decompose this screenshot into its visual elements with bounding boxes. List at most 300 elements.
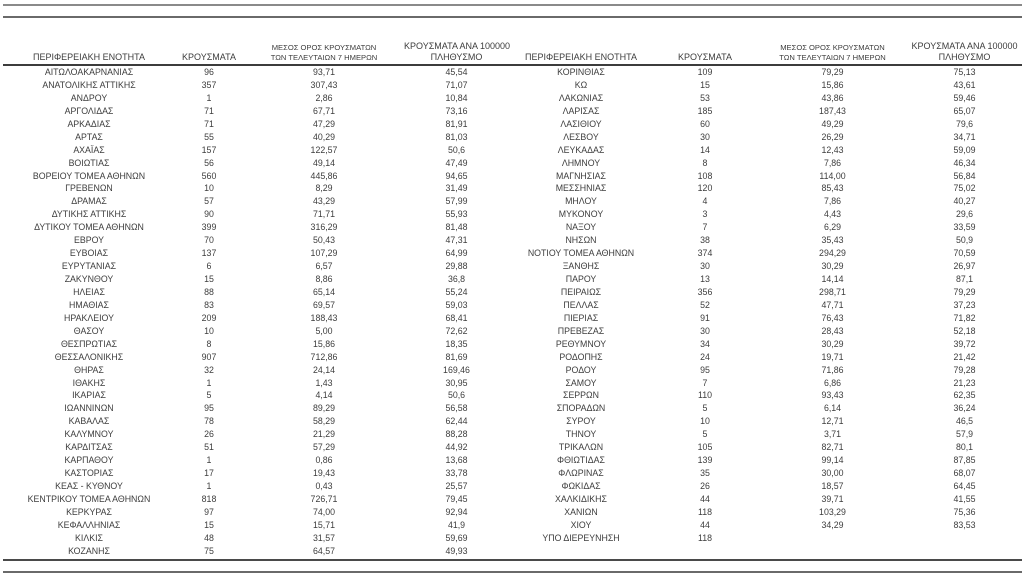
per-100k-cell: 41,55 bbox=[953, 493, 976, 504]
region-name-cell: ΔΥΤΙΚΟΥ ΤΟΜΕΑ ΑΘΗΝΩΝ bbox=[34, 222, 144, 233]
avg-7day-cell: 7,86 bbox=[823, 196, 842, 207]
cases-cell: 44 bbox=[700, 493, 710, 504]
table-row bbox=[4, 312, 512, 325]
region-name-cell: ΤΗΝΟΥ bbox=[565, 429, 597, 440]
cases-cell: 26 bbox=[700, 481, 710, 491]
table-row bbox=[512, 377, 1024, 390]
avg-7day-cell: 12,43 bbox=[821, 144, 844, 155]
cases-cell: 35 bbox=[700, 468, 710, 479]
per-100k-cell: 70,59 bbox=[953, 248, 976, 259]
table-row bbox=[512, 428, 1024, 441]
cases-cell: 118 bbox=[697, 532, 713, 543]
per-100k-cell: 73,16 bbox=[445, 105, 468, 116]
table-row bbox=[4, 299, 512, 312]
region-name-cell: ΜΗΛΟΥ bbox=[565, 196, 597, 207]
cases-cell: 1 bbox=[206, 455, 212, 466]
table-row bbox=[4, 402, 512, 415]
region-name-cell: ΠΙΕΡΙΑΣ bbox=[563, 312, 599, 323]
table-row bbox=[4, 441, 512, 454]
avg-7day-cell: 15,71 bbox=[312, 519, 335, 530]
avg-7day-cell: 8,86 bbox=[315, 274, 333, 284]
per-100k-cell: 79,29 bbox=[953, 286, 976, 297]
region-name-cell: ΚΕΡΚΥΡΑΣ bbox=[66, 506, 112, 517]
bottom-border-line-1 bbox=[3, 559, 1022, 561]
per-100k-cell: 64,45 bbox=[953, 481, 976, 491]
avg-7day-cell: 445,86 bbox=[310, 170, 338, 181]
per-100k-cell: 31,49 bbox=[445, 183, 468, 194]
table-row bbox=[4, 351, 512, 364]
per-100k-cell: 44,92 bbox=[445, 442, 468, 453]
region-name-cell: ΣΕΡΡΩΝ bbox=[563, 390, 599, 401]
column-header-avg7days-line2: ΤΩΝ ΤΕΛΕΥΤΑΙΩΝ 7 ΗΜΕΡΩΝ bbox=[779, 52, 886, 62]
table-row bbox=[4, 532, 512, 545]
column-header-cases: ΚΡΟΥΣΜΑΤΑ bbox=[182, 52, 236, 62]
region-name-cell: ΒΟΡΕΙΟΥ ΤΟΜΕΑ ΑΘΗΝΩΝ bbox=[32, 170, 146, 181]
region-name-cell: ΚΑΡΔΙΤΣΑΣ bbox=[65, 442, 113, 453]
cases-cell: 26 bbox=[204, 429, 214, 440]
table-row bbox=[4, 519, 512, 532]
region-name-cell: ΜΥΚΟΝΟΥ bbox=[558, 209, 604, 220]
table-row bbox=[512, 195, 1024, 208]
region-name-cell: ΣΠΟΡΑΔΩΝ bbox=[556, 403, 606, 414]
cases-cell: 120 bbox=[697, 183, 713, 194]
avg-7day-cell: 188,43 bbox=[310, 312, 338, 323]
cases-cell: 96 bbox=[204, 67, 214, 77]
per-100k-cell: 75,02 bbox=[953, 183, 976, 194]
per-100k-cell: 72,62 bbox=[445, 325, 468, 336]
avg-7day-cell: 50,43 bbox=[312, 235, 335, 246]
region-name-cell: ΘΕΣΣΑΛΟΝΙΚΗΣ bbox=[54, 351, 124, 362]
avg-7day-cell: 47,29 bbox=[312, 118, 335, 129]
per-100k-cell: 87,1 bbox=[955, 274, 974, 284]
region-name-cell: ΚΑΒΑΛΑΣ bbox=[68, 416, 110, 427]
table-row bbox=[512, 131, 1024, 144]
region-name-cell: ΛΗΜΝΟΥ bbox=[561, 157, 601, 168]
avg-7day-cell: 76,43 bbox=[821, 312, 844, 323]
column-header-per100k bbox=[905, 41, 1024, 63]
cases-cell: 157 bbox=[201, 144, 217, 155]
region-name-cell: ΘΗΡΑΣ bbox=[74, 364, 104, 375]
table-body-left bbox=[0, 66, 512, 558]
cases-cell: 137 bbox=[201, 248, 217, 259]
per-100k-cell: 87,85 bbox=[953, 455, 976, 466]
region-name-cell: ΠΕΛΛΑΣ bbox=[563, 299, 599, 310]
per-100k-cell: 46,34 bbox=[953, 157, 976, 168]
avg-7day-cell: 30,00 bbox=[821, 468, 844, 479]
avg-7day-cell: 12,71 bbox=[821, 416, 844, 427]
avg-7day-cell: 712,86 bbox=[310, 351, 338, 362]
avg-7day-cell: 19,43 bbox=[312, 468, 335, 479]
per-100k-cell: 57,99 bbox=[445, 196, 468, 207]
avg-7day-cell: 14,14 bbox=[821, 274, 844, 284]
table-row bbox=[512, 260, 1024, 273]
region-name-cell: ΓΡΕΒΕΝΩΝ bbox=[65, 183, 113, 194]
avg-7day-cell: 89,29 bbox=[312, 403, 335, 414]
region-name-cell: ΤΡΙΚΑΛΩΝ bbox=[558, 442, 604, 453]
column-header-per100k bbox=[404, 41, 509, 63]
avg-7day-cell: 307,43 bbox=[310, 79, 338, 90]
region-name-cell: ΠΑΡΟΥ bbox=[565, 274, 597, 284]
cases-cell: 60 bbox=[700, 118, 710, 129]
avg-7day-cell: 69,57 bbox=[312, 299, 335, 310]
cases-cell: 374 bbox=[697, 248, 713, 259]
cases-cell: 15 bbox=[204, 274, 214, 284]
table-row bbox=[512, 286, 1024, 299]
region-name-cell: ΒΟΙΩΤΙΑΣ bbox=[68, 157, 110, 168]
avg-7day-cell: 6,14 bbox=[823, 403, 842, 414]
table-row bbox=[4, 506, 512, 519]
region-name-cell: ΚΟΡΙΝΘΙΑΣ bbox=[557, 67, 605, 77]
region-name-cell: ΜΑΓΝΗΣΙΑΣ bbox=[556, 170, 606, 181]
avg-7day-cell: 58,29 bbox=[312, 416, 335, 427]
avg-7day-cell: 35,43 bbox=[821, 235, 844, 246]
per-100k-cell: 59,09 bbox=[953, 144, 976, 155]
cases-cell: 30 bbox=[700, 261, 710, 272]
avg-7day-cell: 107,29 bbox=[310, 248, 338, 259]
avg-7day-cell: 5,00 bbox=[315, 325, 333, 336]
region-name-cell: ΑΧΑΪΑΣ bbox=[73, 144, 105, 155]
cases-cell: 357 bbox=[201, 79, 217, 90]
table-row bbox=[512, 312, 1024, 325]
per-100k-cell: 79,28 bbox=[953, 364, 976, 375]
table-row bbox=[4, 170, 512, 183]
per-100k-cell: 169,46 bbox=[443, 364, 470, 375]
per-100k-cell: 55,24 bbox=[445, 286, 468, 297]
table-row bbox=[4, 377, 512, 390]
per-100k-cell: 29,88 bbox=[445, 261, 468, 272]
avg-7day-cell: 49,14 bbox=[312, 157, 335, 168]
per-100k-cell: 47,31 bbox=[445, 235, 468, 246]
cases-cell: 907 bbox=[201, 351, 217, 362]
cases-cell: 1 bbox=[206, 92, 212, 103]
per-100k-cell: 81,69 bbox=[445, 351, 468, 362]
region-name-cell: ΧΑΛΚΙΔΙΚΗΣ bbox=[555, 493, 607, 504]
region-name-cell: ΚΙΛΚΙΣ bbox=[75, 532, 103, 543]
table-row bbox=[512, 118, 1024, 131]
table-row bbox=[4, 105, 512, 118]
avg-7day-cell: 726,71 bbox=[310, 493, 338, 504]
cases-cell: 52 bbox=[700, 299, 710, 310]
cases-cell: 399 bbox=[201, 222, 217, 233]
avg-7day-cell: 4,14 bbox=[315, 390, 333, 401]
per-100k-cell: 64,99 bbox=[445, 248, 468, 259]
column-header-per100k-line1: ΚΡΟΥΣΜΑΤΑ ΑΝΑ 100000 bbox=[911, 41, 1018, 51]
per-100k-cell: 29,6 bbox=[955, 209, 974, 220]
region-name-cell: ΠΡΕΒΕΖΑΣ bbox=[557, 325, 605, 336]
per-100k-cell: 55,93 bbox=[445, 209, 468, 220]
table-row bbox=[512, 338, 1024, 351]
table-row bbox=[512, 182, 1024, 195]
avg-7day-cell: 64,57 bbox=[312, 545, 335, 556]
header-separator-line bbox=[3, 64, 1022, 66]
cases-cell: 51 bbox=[204, 442, 214, 453]
cases-cell: 55 bbox=[204, 131, 214, 142]
region-name-cell: ΕΒΡΟΥ bbox=[73, 235, 105, 246]
table-row bbox=[512, 506, 1024, 519]
region-name-cell: ΙΘΑΚΗΣ bbox=[72, 377, 106, 388]
cases-cell: 356 bbox=[697, 286, 713, 297]
region-name-cell: ΦΩΚΙΔΑΣ bbox=[561, 481, 601, 491]
table-row bbox=[4, 79, 512, 92]
per-100k-cell: 80,1 bbox=[955, 442, 974, 453]
region-name-cell: ΑΡΓΟΛΙΔΑΣ bbox=[64, 105, 114, 116]
avg-7day-cell: 43,86 bbox=[821, 92, 844, 103]
cases-cell: 71 bbox=[204, 105, 214, 116]
region-name-cell: ΛΑΚΩΝΙΑΣ bbox=[558, 92, 604, 103]
per-100k-cell: 59,03 bbox=[445, 299, 468, 310]
table-row bbox=[512, 364, 1024, 377]
cases-cell: 7 bbox=[702, 222, 708, 233]
cases-cell: 57 bbox=[204, 196, 214, 207]
avg-7day-cell: 1,43 bbox=[315, 377, 333, 388]
table-row bbox=[512, 144, 1024, 157]
region-name-cell: ΑΡΚΑΔΙΑΣ bbox=[67, 118, 111, 129]
avg-7day-cell: 3,71 bbox=[823, 429, 842, 440]
cases-cell: 105 bbox=[697, 442, 713, 453]
cases-cell: 17 bbox=[204, 468, 214, 479]
table-row bbox=[4, 389, 512, 402]
table-row bbox=[512, 532, 1024, 545]
per-100k-cell: 10,84 bbox=[445, 92, 468, 103]
avg-7day-cell: 8,29 bbox=[315, 183, 333, 194]
per-100k-cell: 21,42 bbox=[953, 351, 976, 362]
region-name-cell: ΦΛΩΡΙΝΑΣ bbox=[558, 468, 604, 479]
cases-cell: 15 bbox=[204, 519, 214, 530]
region-name-cell: ΗΜΑΘΙΑΣ bbox=[69, 299, 109, 310]
cases-cell: 97 bbox=[204, 506, 214, 517]
per-100k-cell: 81,48 bbox=[445, 222, 468, 233]
per-100k-cell: 88,28 bbox=[445, 429, 468, 440]
region-name-cell: ΚΩ bbox=[574, 79, 588, 90]
cases-cell: 10 bbox=[700, 416, 710, 427]
table-row bbox=[4, 66, 512, 79]
avg-7day-cell: 85,43 bbox=[821, 183, 844, 194]
table-row bbox=[512, 105, 1024, 118]
table-row bbox=[512, 389, 1024, 402]
region-name-cell: ΚΕΦΑΛΛΗΝΙΑΣ bbox=[57, 519, 121, 530]
cases-cell: 90 bbox=[204, 209, 214, 220]
per-100k-cell: 45,54 bbox=[445, 67, 468, 77]
region-name-cell: ΘΕΣΠΡΩΤΙΑΣ bbox=[60, 338, 118, 349]
avg-7day-cell: 71,71 bbox=[312, 209, 335, 220]
table-row bbox=[512, 208, 1024, 221]
table-row bbox=[4, 260, 512, 273]
region-name-cell: ΡΟΔΟΥ bbox=[565, 364, 597, 375]
per-100k-cell: 50,9 bbox=[955, 235, 974, 246]
cases-cell: 5 bbox=[702, 403, 708, 414]
table-row bbox=[4, 195, 512, 208]
avg-7day-cell: 71,86 bbox=[821, 364, 844, 375]
cases-cell: 209 bbox=[201, 312, 217, 323]
cases-cell: 44 bbox=[700, 519, 710, 530]
cases-cell: 6 bbox=[206, 261, 212, 272]
cases-cell: 4 bbox=[702, 196, 708, 207]
region-name-cell: ΚΑΡΠΑΘΟΥ bbox=[64, 455, 114, 466]
per-100k-cell: 59,69 bbox=[445, 532, 468, 543]
cases-cell: 185 bbox=[697, 105, 713, 116]
cases-cell: 30 bbox=[700, 131, 710, 142]
region-name-cell: ΚΕΑΣ - ΚΥΘΝΟΥ bbox=[55, 481, 123, 491]
cases-cell: 108 bbox=[697, 170, 713, 181]
per-100k-cell: 18,35 bbox=[445, 338, 468, 349]
cases-cell: 13 bbox=[700, 274, 710, 284]
region-name-cell: ΝΗΣΩΝ bbox=[565, 235, 597, 246]
table-row bbox=[512, 273, 1024, 286]
avg-7day-cell: 15,86 bbox=[821, 79, 844, 90]
table-header-left bbox=[0, 30, 512, 63]
table-header-right bbox=[512, 30, 1024, 63]
column-header-avg7days bbox=[760, 43, 905, 63]
per-100k-cell: 71,82 bbox=[953, 312, 976, 323]
table-row bbox=[512, 92, 1024, 105]
per-100k-cell: 83,53 bbox=[953, 519, 976, 530]
cases-cell: 1 bbox=[206, 481, 212, 491]
per-100k-cell: 50,6 bbox=[447, 390, 466, 401]
region-name-cell: ΥΠΟ ΔΙΕΡΕΥΝΗΣΗ bbox=[542, 532, 620, 543]
region-name-cell: ΧΙΟΥ bbox=[570, 519, 592, 530]
table-row bbox=[4, 493, 512, 506]
table-row bbox=[512, 325, 1024, 338]
cases-cell: 8 bbox=[702, 157, 708, 168]
avg-7day-cell: 0,43 bbox=[315, 481, 333, 491]
per-100k-cell: 47,49 bbox=[445, 157, 468, 168]
per-100k-cell: 59,46 bbox=[953, 92, 976, 103]
avg-7day-cell: 47,71 bbox=[821, 299, 844, 310]
avg-7day-cell: 39,71 bbox=[821, 493, 844, 504]
region-name-cell: ΕΥΡΥΤΑΝΙΑΣ bbox=[61, 261, 117, 272]
avg-7day-cell: 114,00 bbox=[819, 170, 846, 181]
region-name-cell: ΘΑΣΟΥ bbox=[73, 325, 105, 336]
region-name-cell: ΑΙΤΩΛΟΑΚΑΡΝΑΝΙΑΣ bbox=[44, 67, 134, 77]
per-100k-cell: 39,72 bbox=[953, 338, 976, 349]
per-100k-cell: 56,84 bbox=[953, 170, 976, 181]
avg-7day-cell: 316,29 bbox=[310, 222, 338, 233]
table-row bbox=[4, 221, 512, 234]
region-name-cell: ΚΑΛΥΜΝΟΥ bbox=[64, 429, 114, 440]
avg-7day-cell: 93,71 bbox=[312, 67, 335, 77]
avg-7day-cell: 67,71 bbox=[312, 105, 335, 116]
per-100k-cell: 33,59 bbox=[953, 222, 976, 233]
avg-7day-cell: 21,29 bbox=[312, 429, 335, 440]
avg-7day-cell: 30,29 bbox=[821, 261, 844, 272]
region-name-cell: ΑΝΔΡΟΥ bbox=[70, 92, 108, 103]
cases-cell: 48 bbox=[204, 532, 214, 543]
table-row bbox=[4, 157, 512, 170]
table-row bbox=[512, 299, 1024, 312]
cases-cell: 95 bbox=[700, 364, 710, 375]
avg-7day-cell: 40,29 bbox=[312, 131, 335, 142]
per-100k-cell: 52,18 bbox=[953, 325, 976, 336]
table-row bbox=[512, 221, 1024, 234]
column-header-avg7days-line2: ΤΩΝ ΤΕΛΕΥΤΑΙΩΝ 7 ΗΜΕΡΩΝ bbox=[270, 52, 378, 62]
per-100k-cell: 62,44 bbox=[445, 416, 468, 427]
region-name-cell: ΚΕΝΤΡΙΚΟΥ ΤΟΜΕΑ ΑΘΗΝΩΝ bbox=[27, 493, 151, 504]
cases-cell: 109 bbox=[697, 67, 713, 77]
region-name-cell: ΖΑΚΥΝΘΟΥ bbox=[64, 274, 114, 284]
cases-cell: 560 bbox=[201, 170, 217, 181]
cases-cell: 110 bbox=[697, 390, 713, 401]
region-name-cell: ΑΝΑΤΟΛΙΚΗΣ ΑΤΤΙΚΗΣ bbox=[42, 79, 136, 90]
table-row bbox=[4, 286, 512, 299]
region-name-cell: ΛΑΡΙΣΑΣ bbox=[562, 105, 600, 116]
avg-7day-cell: 93,43 bbox=[821, 390, 844, 401]
region-name-cell: ΝΑΞΟΥ bbox=[565, 222, 597, 233]
per-100k-cell: 81,91 bbox=[445, 118, 468, 129]
column-header-avg7days bbox=[244, 43, 404, 63]
cases-cell: 34 bbox=[700, 338, 710, 349]
per-100k-cell: 68,07 bbox=[953, 468, 976, 479]
avg-7day-cell: 15,86 bbox=[312, 338, 335, 349]
avg-7day-cell: 4,43 bbox=[823, 209, 842, 220]
table-row bbox=[4, 118, 512, 131]
cases-cell: 1 bbox=[206, 377, 212, 388]
region-name-cell: ΜΕΣΣΗΝΙΑΣ bbox=[555, 183, 607, 194]
cases-cell: 78 bbox=[204, 416, 214, 427]
avg-7day-cell: 187,43 bbox=[819, 105, 846, 116]
per-100k-cell: 33,78 bbox=[445, 468, 468, 479]
cases-cell: 71 bbox=[204, 118, 214, 129]
table-row bbox=[4, 338, 512, 351]
table-row bbox=[4, 454, 512, 467]
table-row bbox=[4, 182, 512, 195]
per-100k-cell: 49,93 bbox=[445, 545, 468, 556]
per-100k-cell: 79,6 bbox=[955, 118, 974, 129]
per-100k-cell: 26,97 bbox=[953, 261, 976, 272]
table-row bbox=[4, 234, 512, 247]
cases-cell: 8 bbox=[206, 338, 212, 349]
per-100k-cell: 50,6 bbox=[447, 144, 466, 155]
per-100k-cell: 34,71 bbox=[953, 131, 976, 142]
bottom-border-line-2 bbox=[3, 571, 1022, 573]
region-name-cell: ΠΕΙΡΑΙΩΣ bbox=[560, 286, 602, 297]
column-header-region: ΠΕΡΙΦΕΡΕΙΑΚΗ ΕΝΟΤΗΤΑ bbox=[524, 52, 638, 62]
avg-7day-cell: 24,14 bbox=[312, 364, 335, 375]
per-100k-cell: 21,23 bbox=[953, 377, 976, 388]
column-header-per100k-line2: ΠΛΗΘΥΣΜΟ bbox=[938, 51, 991, 62]
region-name-cell: ΚΟΖΑΝΗΣ bbox=[68, 545, 110, 556]
table-row bbox=[512, 351, 1024, 364]
table-row bbox=[512, 415, 1024, 428]
avg-7day-cell: 74,00 bbox=[312, 506, 335, 517]
region-name-cell: ΗΛΕΙΑΣ bbox=[73, 286, 105, 297]
table-row bbox=[4, 545, 512, 558]
table-row bbox=[512, 402, 1024, 415]
region-name-cell: ΛΕΣΒΟΥ bbox=[563, 131, 599, 142]
region-name-cell: ΦΘΙΩΤΙΔΑΣ bbox=[557, 455, 605, 466]
table-row bbox=[4, 325, 512, 338]
table-row bbox=[512, 157, 1024, 170]
region-name-cell: ΣΥΡΟΥ bbox=[566, 416, 596, 427]
region-name-cell: ΡΟΔΟΠΗΣ bbox=[559, 351, 603, 362]
table-row bbox=[512, 519, 1024, 532]
cases-cell: 10 bbox=[204, 183, 214, 194]
per-100k-cell: 13,68 bbox=[445, 455, 468, 466]
avg-7day-cell: 99,14 bbox=[821, 455, 844, 466]
table-row bbox=[4, 273, 512, 286]
table-row bbox=[4, 144, 512, 157]
table-row bbox=[512, 493, 1024, 506]
per-100k-cell: 62,35 bbox=[953, 390, 976, 401]
region-name-cell: ΑΡΤΑΣ bbox=[75, 131, 103, 142]
region-name-cell: ΛΑΣΙΘΙΟΥ bbox=[560, 118, 602, 129]
per-100k-cell: 79,45 bbox=[445, 493, 468, 504]
cases-cell: 95 bbox=[204, 403, 214, 414]
avg-7day-cell: 49,29 bbox=[821, 118, 844, 129]
avg-7day-cell: 79,29 bbox=[821, 67, 844, 77]
region-name-cell: ΛΕΥΚΑΔΑΣ bbox=[557, 144, 605, 155]
top-border-line-2 bbox=[3, 16, 1022, 18]
table-row bbox=[512, 480, 1024, 493]
